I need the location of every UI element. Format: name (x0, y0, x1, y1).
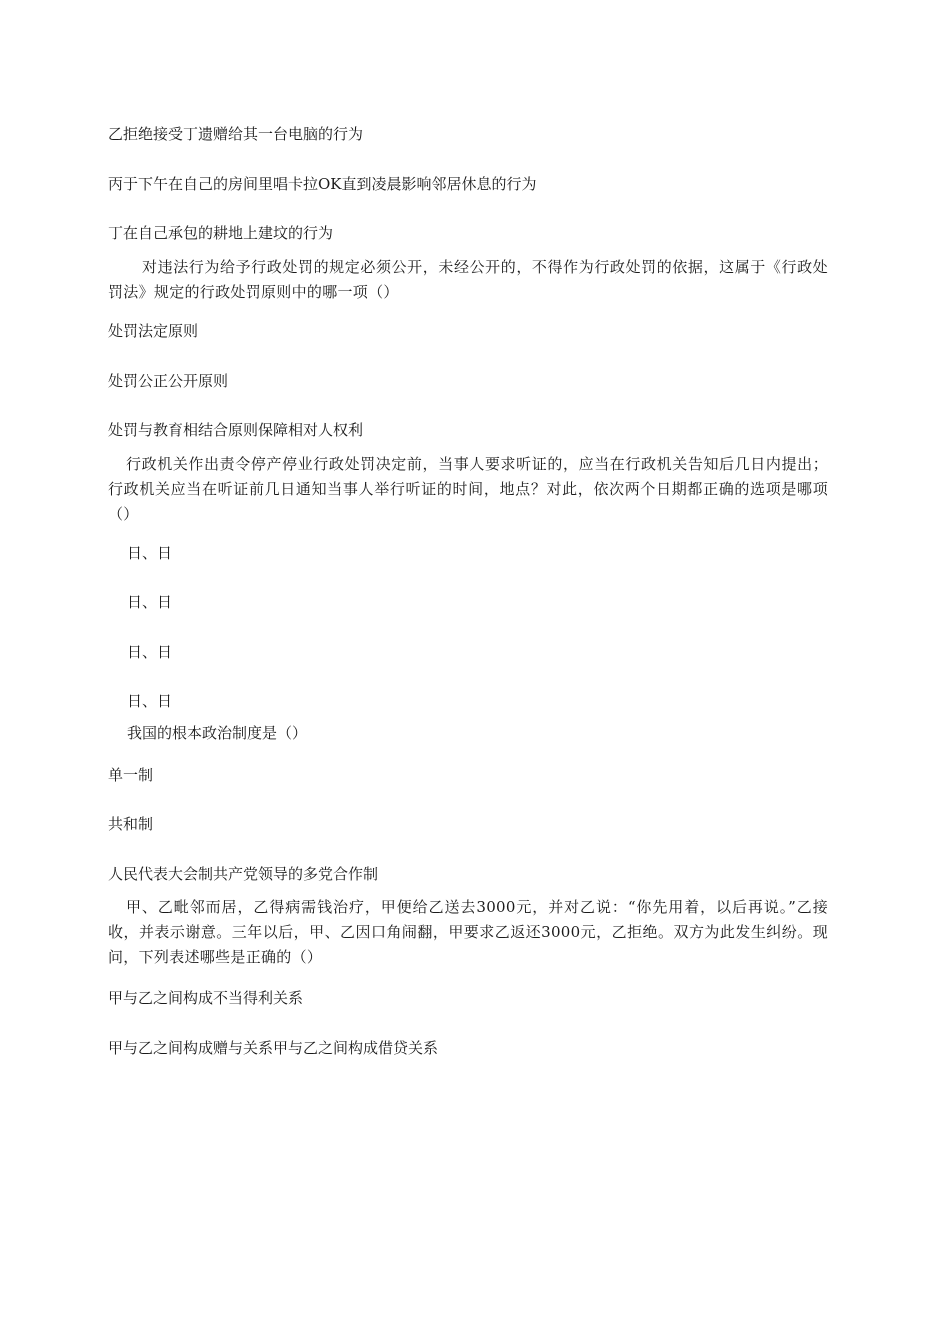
option-line: 丙于下午在自己的房间里唱卡拉OK直到凌晨影响邻居休息的行为 (108, 175, 537, 193)
question-line: 我国的根本政治制度是（） (127, 724, 308, 742)
option-line: 处罚法定原则 (108, 322, 199, 340)
option-line: 日、日 (127, 643, 173, 661)
option-line: 日、日 (127, 593, 173, 611)
option-line: 共和制 (108, 815, 154, 833)
option-line: 处罚与教育相结合原则保障相对人权利 (108, 421, 364, 439)
option-line: 单一制 (108, 766, 154, 784)
question-paragraph: 行政机关作出责令停产停业行政处罚决定前，当事人要求听证的，应当在行政机关告知后几日内提出；行政机关应当在听证前几日通知当事人举行听证的时间，地点？对此，依次两个日期都正确的选项是哪项（） (108, 455, 828, 523)
option-line: 日、日 (127, 692, 173, 710)
option-line: 处罚公正公开原则 (108, 372, 229, 390)
option-line: 甲与乙之间构成不当得利关系 (108, 989, 304, 1007)
option-line: 日、日 (127, 544, 173, 562)
option-line: 丁在自己承包的耕地上建坟的行为 (108, 224, 334, 242)
question-paragraph: 甲、乙毗邻而居，乙得病需钱治疗，甲便给乙送去3000元，并对乙说：“你先用着，以后再说。”乙接收，并表示谢意。三年以后，甲、乙因口角闹翻，甲要求乙返还3000元，乙拒绝。双方为此发生纠纷。现问，下列表述哪些是正确的（） (108, 898, 828, 966)
option-line: 乙拒绝接受丁遗赠给其一台电脑的行为 (108, 125, 364, 143)
question-paragraph: 对违法行为给予行政处罚的规定必须公开，未经公开的，不得作为行政处罚的依据，这属于《行政处罚法》规定的行政处罚原则中的哪一项（） (108, 258, 828, 301)
option-line: 人民代表大会制共产党领导的多党合作制 (108, 865, 379, 883)
option-line: 甲与乙之间构成赠与关系甲与乙之间构成借贷关系 (108, 1039, 439, 1057)
